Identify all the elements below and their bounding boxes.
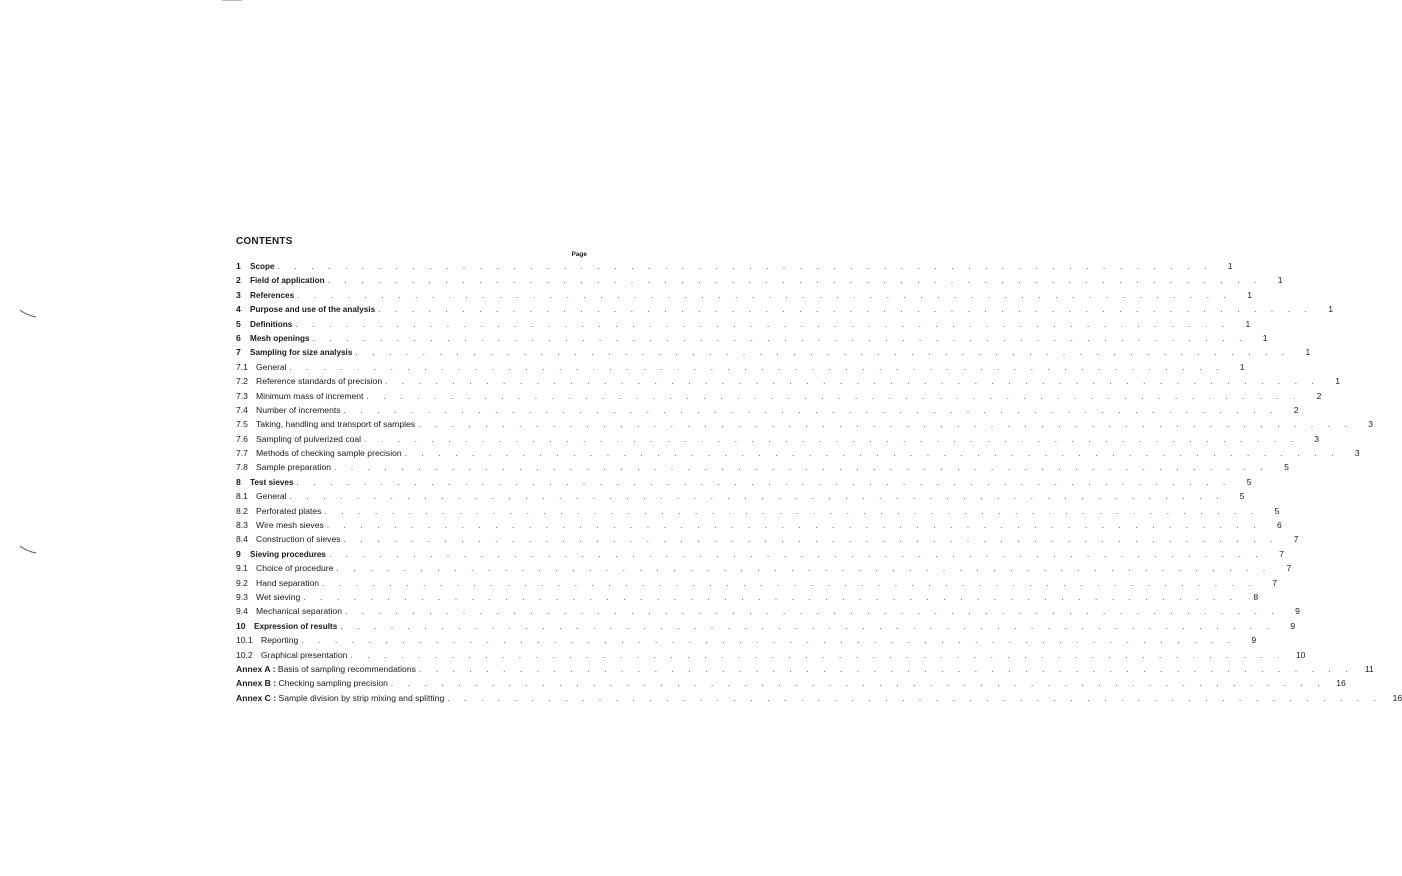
section-title: Scope (250, 262, 275, 271)
page-number: 3 (1368, 419, 1374, 430)
section-title: Taking, handling and transport of samples (256, 419, 416, 430)
section-title: Field of application (250, 276, 325, 286)
dot-leader: . . . . . . . . . . . . . . . . . . . . . . . . . . . . . . . . . . . . . . . . . . . . . . . . . . . . . . . . (327, 276, 1263, 286)
toc-entry[interactable] (236, 662, 1374, 676)
section-number: 9.3 (236, 591, 248, 602)
toc-entry[interactable] (236, 302, 1334, 316)
annex-label: Annex B : (236, 678, 277, 689)
toc-entry[interactable] (236, 331, 1268, 345)
dot-leader: . . . . . . . . . . . . . . . . . . . . . . . . . . . . . . . . . . . . . . . . . . . . . . . . . . . . . . . . (385, 377, 1321, 387)
section-title: General (256, 361, 287, 372)
page-number: 9 (1251, 635, 1257, 646)
toc-entry[interactable] (236, 518, 1282, 532)
section-title: Graphical presentation (261, 649, 348, 660)
dot-leader: . . . . . . . . . . . . . . . . . . . . . . . . . . . . . . . . . . . . . . . . . . . . . . . . . . . . . . . . (418, 420, 1354, 430)
section-number: 1 (236, 261, 241, 271)
toc-entry[interactable] (236, 475, 1252, 489)
toc-entry[interactable] (236, 676, 1346, 690)
section-number: 7.1 (236, 361, 248, 372)
page-column-label: Page (571, 251, 587, 258)
section-title: Wet sieving (256, 591, 301, 602)
page-number: 1 (1328, 304, 1334, 315)
dot-leader: . . . . . . . . . . . . . . . . . . . . . . . . . . . . . . . . . . . . . . . . . . . . . . . . . . . . . . . . (343, 405, 1279, 415)
dot-leader: . . . . . . . . . . . . . . . . . . . . . . . . . . . . . . . . . . . . . . . . . . . . . . . . . . . . . . . . (301, 636, 1237, 646)
section-title: Purpose and use of the analysis (250, 305, 376, 315)
dot-leader: . . . . . . . . . . . . . . . . . . . . . . . . . . . . . . . . . . . . . . . . . . . . . . . . . . . . . . . . (289, 362, 1225, 372)
page-number: 7 (1286, 563, 1292, 574)
toc-entry[interactable] (236, 345, 1311, 359)
section-title: References (250, 290, 295, 300)
page-number: 16 (1336, 678, 1346, 689)
section-number: 9 (236, 548, 241, 559)
dot-leader: . . . . . . . . . . . . . . . . . . . . . . . . . . . . . . . . . . . . . . . . . . . . . . . . . . . . . . . . (378, 305, 1314, 315)
toc-entry[interactable] (236, 633, 1257, 647)
section-number: 7.2 (236, 376, 248, 387)
section-title: Definitions (250, 319, 293, 329)
section-number: 10 (236, 620, 246, 631)
section-title: Minimum mass of increment (256, 390, 364, 401)
toc-entry[interactable] (236, 590, 1259, 604)
dot-leader: . . . . . . . . . . . . . . . . . . . . . . . . . . . . . . . . . . . . . . . . . . . . . . . . . . . . . . . . (326, 521, 1262, 531)
toc-entry[interactable] (236, 273, 1283, 287)
section-title: Wire mesh sieves (256, 520, 324, 531)
page-number: 10 (1295, 649, 1306, 660)
page-number: 3 (1354, 448, 1360, 459)
section-title: Expression of results (254, 621, 338, 631)
dot-leader: . . . . . . . . . . . . . . . . . . . . . . . . . . . . . . . . . . . . . . . . . . . . . . . . . . . . . . . . (418, 664, 1354, 674)
page-number: 2 (1293, 404, 1299, 415)
page-number: 1 (1227, 261, 1233, 271)
dot-leader: . . . . . . . . . . . . . . . . . . . . . . . . . . . . . . . . . . . . . . . . . . . . . . . . . . . . . . . . (390, 679, 1326, 689)
dot-leader: . . . . . . . . . . . . . . . . . . . . . . . . . . . . . . . . . . . . . . . . . . . . . . . . . . . . . . . . (345, 607, 1280, 617)
page-number: 9 (1290, 620, 1296, 631)
section-title: Checking sampling precision (278, 678, 388, 689)
page-number: 1 (1277, 275, 1283, 286)
dot-leader: . . . . . . . . . . . . . . . . . . . . . . . . . . . . . . . . . . . . . . . . . . . . . . . . . . . . . . . . (296, 477, 1232, 487)
dot-leader: . . . . . . . . . . . . . . . . . . . . . . . . . . . . . . . . . . . . . . . . . . . . . . . . . . . . . . . . (297, 290, 1233, 300)
section-title: Construction of sieves (256, 534, 341, 545)
section-title: Sample division by strip mixing and splitting (278, 692, 445, 703)
toc-entry[interactable] (236, 432, 1320, 446)
section-number: 7.8 (236, 462, 248, 473)
section-title: Mechanical separation (256, 606, 342, 617)
annex-label: Annex A : (236, 663, 276, 674)
toc-entry[interactable] (236, 561, 1292, 575)
dot-leader: . . . . . . . . . . . . . . . . . . . . . . . . . . . . . . . . . . . . . . . . . . . . . . . . . . . . . . . . (336, 564, 1272, 574)
page-number: 2 (1316, 390, 1322, 401)
dot-leader: . . . . . . . . . . . . . . . . . . . . . . . . . . . . . . . . . . . . . . . . . . . . . . . . . . . . . . . . (303, 592, 1239, 602)
section-number: 5 (236, 318, 241, 329)
section-title: Mesh openings (250, 333, 310, 343)
dot-leader: . . . . . . . . . . . . . . . . . . . . . . . . . . . . . . . . . . . . . . . . . . . . . . . . . . . . . . . . (329, 549, 1264, 559)
page-number: 1 (1335, 376, 1341, 387)
page-number: 7 (1293, 534, 1299, 545)
scan-top-line (222, 0, 242, 1)
page-number: 1 (1262, 332, 1268, 343)
page-number: 1 (1247, 289, 1253, 300)
toc-entry[interactable] (236, 360, 1245, 374)
page-number: 7 (1272, 577, 1277, 588)
section-number: 10.2 (236, 649, 253, 660)
section-title: Hand separation (256, 577, 320, 588)
section-title: Reporting (261, 635, 299, 646)
section-title: Sieving procedures (250, 549, 326, 559)
dot-leader: . . . . . . . . . . . . . . . . . . . . . . . . . . . . . . . . . . . . . . . . . . . . . . . . . . . . . . . . (350, 650, 1286, 660)
toc-entry[interactable] (236, 576, 1277, 590)
section-number: 4 (236, 304, 241, 315)
toc-entry[interactable] (236, 489, 1245, 503)
section-title: Sampling for size analysis (250, 348, 353, 358)
table-of-contents (236, 236, 1402, 705)
section-title: Reference standards of precision (256, 376, 383, 387)
toc-entry[interactable] (236, 317, 1251, 331)
toc-entry[interactable] (236, 403, 1299, 417)
section-number: 9.4 (236, 606, 248, 617)
dot-leader: . . . . . . . . . . . . . . . . . . . . . . . . . . . . . . . . . . . . . . . . . . . . . . . . . . . . . . . . (312, 333, 1248, 343)
toc-entry[interactable] (236, 619, 1296, 633)
section-title: Sample preparation (256, 462, 332, 473)
section-title: Choice of procedure (256, 563, 334, 574)
section-title: Test sieves (250, 477, 294, 487)
dot-leader: . . . . . . . . . . . . . . . . . . . . . . . . . . . . . . . . . . . . . . . . . . . . . . . . . . . . . . . . (364, 434, 1300, 444)
page-number: 8 (1253, 591, 1259, 602)
toc-entry[interactable] (236, 691, 1402, 705)
section-number: 10.1 (236, 635, 253, 646)
dot-leader: . . . . . . . . . . . . . . . . . . . . . . . . . . . . . . . . . . . . . . . . . . . . . . . . . . . . . . . . (447, 693, 1383, 703)
section-number: 8.1 (236, 491, 248, 502)
dot-leader: . . . . . . . . . . . . . . . . . . . . . . . . . . . . . . . . . . . . . . . . . . . . . . . . . . . . . . . . (277, 262, 1213, 271)
page-number: 1 (1305, 347, 1311, 358)
section-number: 8.3 (236, 520, 248, 531)
section-number: 6 (236, 332, 241, 343)
section-title: General (256, 491, 287, 502)
section-number: 8.2 (236, 505, 248, 516)
section-title: Number of increments (256, 404, 341, 415)
page-number: 5 (1284, 462, 1289, 473)
page-number: 16 (1392, 692, 1402, 703)
section-number: 7.7 (236, 448, 248, 459)
section-title: Methods of checking sample precision (256, 448, 402, 459)
section-title: Sampling of pulverized coal (256, 433, 362, 444)
toc-entry[interactable] (236, 547, 1284, 561)
section-title: Perforated plates (256, 505, 322, 516)
toc-entry[interactable] (236, 259, 1233, 273)
dot-leader: . . . . . . . . . . . . . . . . . . . . . . . . . . . . . . . . . . . . . . . . . . . . . . . . . . . . . . . . (340, 621, 1276, 631)
dot-leader: . . . . . . . . . . . . . . . . . . . . . . . . . . . . . . . . . . . . . . . . . . . . . . . . . . . . . . . . (295, 319, 1231, 329)
dot-leader: . . . . . . . . . . . . . . . . . . . . . . . . . . . . . . . . . . . . . . . . . . . . . . . . . . . . . . . . (334, 463, 1269, 473)
page-number: 11 (1364, 663, 1374, 674)
toc-entry[interactable] (236, 446, 1360, 460)
section-number: 8.4 (236, 534, 248, 545)
page-number: 7 (1279, 548, 1284, 559)
section-number: 9.1 (236, 563, 248, 574)
section-number: 2 (236, 275, 241, 286)
toc-entry[interactable] (236, 460, 1289, 474)
page-number: 1 (1239, 361, 1245, 372)
section-number: 8 (236, 476, 241, 487)
page-number: 3 (1314, 433, 1320, 444)
margin-mark-icon (18, 308, 38, 318)
page-number: 5 (1246, 476, 1252, 487)
page-number: 9 (1295, 606, 1300, 617)
section-title: Basis of sampling recommendations (277, 663, 416, 674)
toc-entry[interactable] (236, 374, 1341, 388)
section-number: 7 (236, 347, 241, 358)
dot-leader: . . . . . . . . . . . . . . . . . . . . . . . . . . . . . . . . . . . . . . . . . . . . . . . . . . . . . . . . (324, 506, 1260, 516)
section-number: 9.2 (236, 577, 248, 588)
margin-mark-icon (18, 544, 38, 554)
dot-leader: . . . . . . . . . . . . . . . . . . . . . . . . . . . . . . . . . . . . . . . . . . . . . . . . . . . . . . . . (404, 449, 1340, 459)
dot-leader: . . . . . . . . . . . . . . . . . . . . . . . . . . . . . . . . . . . . . . . . . . . . . . . . . . . . . . . . (322, 578, 1257, 588)
page-number: 6 (1276, 520, 1282, 531)
page-number: 1 (1245, 318, 1251, 329)
section-number: 7.5 (236, 419, 248, 430)
page-number: 5 (1274, 505, 1280, 516)
toc-entry[interactable] (236, 389, 1322, 403)
toc-entry[interactable] (236, 648, 1306, 662)
dot-leader: . . . . . . . . . . . . . . . . . . . . . . . . . . . . . . . . . . . . . . . . . . . . . . . . . . . . . . . . (343, 535, 1279, 545)
page-number: 5 (1239, 491, 1245, 502)
section-number: 7.3 (236, 390, 248, 401)
toc-entry[interactable] (236, 288, 1253, 302)
toc-entry[interactable] (236, 417, 1374, 431)
section-number: 7.6 (236, 433, 248, 444)
toc-entry[interactable] (236, 604, 1300, 618)
section-number: 3 (236, 289, 241, 300)
annex-label: Annex C : (236, 692, 277, 703)
contents-heading: CONTENTS (236, 236, 293, 247)
toc-entry[interactable] (236, 504, 1280, 518)
dot-leader: . . . . . . . . . . . . . . . . . . . . . . . . . . . . . . . . . . . . . . . . . . . . . . . . . . . . . . . . (355, 348, 1291, 358)
toc-entry[interactable] (236, 532, 1299, 546)
dot-leader: . . . . . . . . . . . . . . . . . . . . . . . . . . . . . . . . . . . . . . . . . . . . . . . . . . . . . . . . (289, 492, 1225, 502)
dot-leader: . . . . . . . . . . . . . . . . . . . . . . . . . . . . . . . . . . . . . . . . . . . . . . . . . . . . . . . . (366, 391, 1302, 401)
section-number: 7.4 (236, 404, 248, 415)
